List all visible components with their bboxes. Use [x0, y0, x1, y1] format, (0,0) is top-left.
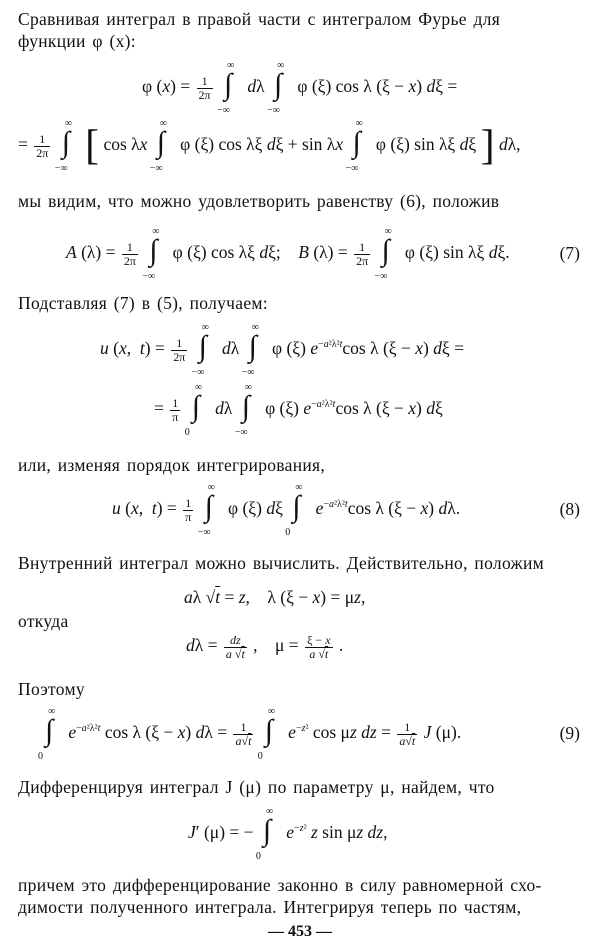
paragraph-therefore: Поэтому: [18, 679, 85, 699]
formula-text: aλ √t = z, λ (ξ − x) = μz,: [184, 587, 366, 607]
paragraph-justification: [18, 874, 582, 919]
text-line: причем это дифференцирование законно в силу равномерной схо-: [18, 875, 542, 895]
page-number: — 453 —: [268, 923, 332, 940]
formula-text: ∞ ∫ 0 $e^{-a^2\lambda^2t}$ cos λ (ξ − x) dλ = $\frac{1}{a√t}$ ∞ ∫ 0 $e^{-z^2}$ cos μz dz = $\frac{1}{a√t}$ J (μ).: [38, 706, 462, 763]
text-line: Сравнивая интеграл в правой части с интегралом Фурье для: [18, 9, 501, 29]
formula-text: J′ (μ) = − ∞ ∫ 0 $e^{-z^2}$ z sin μz dz,: [188, 806, 388, 863]
formula-text: u (x, t) = $\frac{1}{2\pi}$ ∞ ∫ −∞ dλ ∞ ∫ −∞ φ (ξ) $e^{-a^2\lambda^2t}\cos$ λ (ξ − x) dξ =: [100, 322, 464, 379]
paragraph-inner-integral: Внутренний интеграл можно вычислить. Действительно, положим: [18, 553, 544, 573]
paragraph-equality: мы видим, что можно удовлетворить равенству (6), положив: [18, 191, 500, 211]
paragraph-substitution: Подставляя (7) в (5), получаем:: [18, 293, 268, 313]
paragraph-fourier-comparison: [18, 8, 582, 53]
paragraph-whence: откуда: [18, 611, 69, 631]
text-line: димости полученного интеграла. Интегрируя теперь по частям,: [18, 897, 522, 918]
equation-number: (8): [559, 499, 580, 519]
formula-text: = $\frac{1}{2\pi}$ ∞ ∫ −∞ [ cos λx ∞ ∫ −∞ φ (ξ) cos λξ dξ + sin λx ∞ ∫ −∞ φ (ξ) sin λξ dξ ] dλ,: [18, 118, 521, 175]
equation-number: (9): [559, 723, 580, 743]
text-line: функции φ (x):: [18, 31, 136, 52]
formula-text: φ (x) = $\frac{1}{2\pi}$ ∞ ∫ −∞ dλ ∞ ∫ −∞ φ (ξ) cos λ (ξ − x) dξ =: [142, 60, 458, 117]
formula-text: u (x, t) = $\frac{1}{\pi}$ ∞ ∫ −∞ φ (ξ) dξ ∞ ∫ 0 $e^{-a^2\lambda^2t}\cos$ λ (ξ − x) dλ.: [112, 482, 461, 539]
formula-text: = $\frac{1}{\pi}$ ∞ ∫ 0 dλ ∞ ∫ −∞ φ (ξ) $e^{-a^2\lambda^2t}\cos$ λ (ξ − x) dξ: [154, 382, 443, 439]
formula-text: A (λ) = $\frac{1}{2\pi}$ ∞ ∫ −∞ φ (ξ) cos λξ dξ; B (λ) = $\frac{1}{2\pi}$ ∞ ∫ −∞ φ (ξ) sin λξ dξ.: [66, 226, 510, 283]
paragraph-differentiate: Дифференцируя интеграл J (μ) по параметру μ, найдем, что: [18, 777, 495, 797]
equation-number: (7): [559, 243, 580, 263]
formula-text: dλ = $\frac{dz}{a √t}$ , μ = $\frac{\xi - x}{a √t}$ .: [186, 633, 344, 661]
paragraph-order-change: или, изменяя порядок интегрирования,: [18, 455, 326, 475]
